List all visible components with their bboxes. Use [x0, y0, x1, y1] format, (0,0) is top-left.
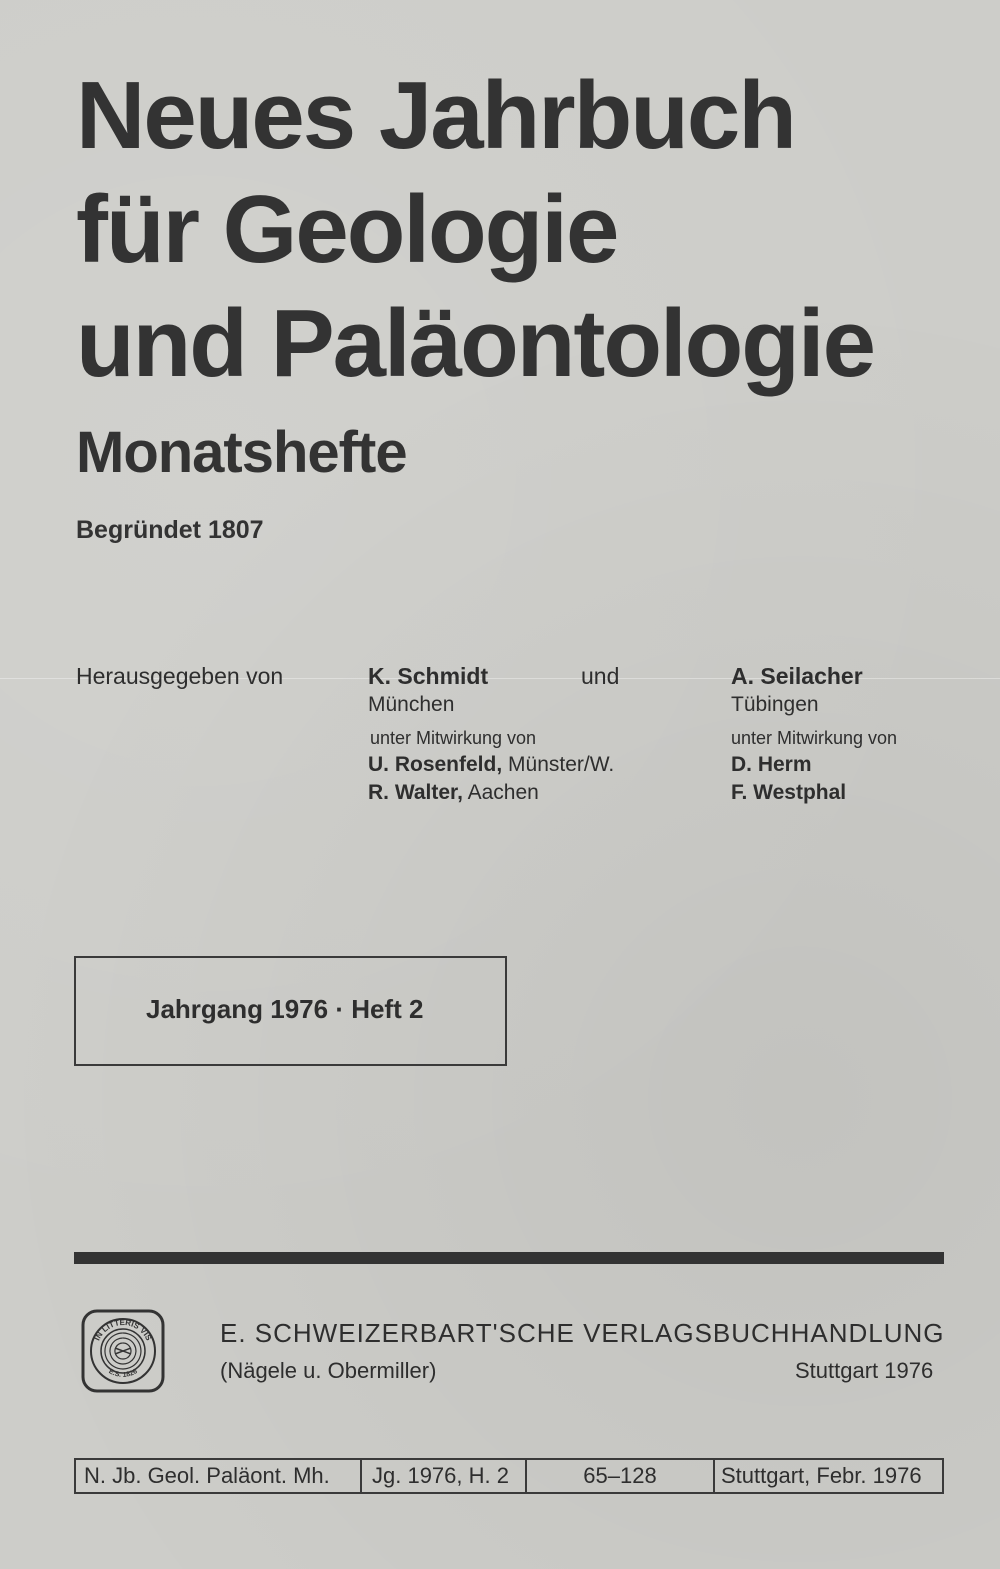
title-line-3: und Paläontologie: [76, 290, 874, 397]
title-line-2: für Geologie: [76, 176, 618, 283]
subtitle: Monatshefte: [76, 420, 407, 485]
volume-box: [74, 956, 507, 1066]
left-contributor-2: [368, 781, 539, 805]
left-contributor-1: [368, 753, 614, 777]
volume-label: Jahrgang 1976 · Heft 2: [146, 994, 424, 1024]
title-line-1: Neues Jahrbuch: [76, 62, 795, 169]
left-cooperation-label: unter Mitwirkung von: [370, 728, 537, 748]
publisher-owners: (Nägele u. Obermiller): [220, 1358, 437, 1383]
founded-note: Begründet 1807: [76, 516, 264, 544]
contributor-name: U. Rosenfeld,: [368, 753, 503, 776]
publisher-name: E. SCHWEIZERBART'SCHE VERLAGSBUCHHANDLUNG: [220, 1318, 945, 1348]
seal-text-top: IN LITTERIS VIS: [92, 1317, 154, 1343]
right-contributor-2: F. Westphal: [731, 781, 847, 804]
editor-left-name: K. Schmidt: [368, 663, 489, 689]
seal-text-bottom: E.S. 1826: [107, 1368, 139, 1379]
divider-rule: [74, 1252, 944, 1264]
editor-right-city: Tübingen: [731, 693, 819, 716]
citation-place-date: Stuttgart, Febr. 1976: [721, 1463, 922, 1488]
contributor-name: R. Walter,: [368, 781, 463, 804]
citation-issue: Jg. 1976, H. 2: [362, 1460, 527, 1492]
right-contributor-1: D. Herm: [731, 753, 812, 776]
editor-left-city: München: [368, 693, 455, 716]
contributor-place: Aachen: [467, 781, 539, 804]
editors-intro: Herausgegeben von: [76, 663, 284, 689]
editor-right-name: A. Seilacher: [731, 663, 863, 689]
publisher-seal-icon: [80, 1308, 166, 1394]
contributor-place: Münster/W.: [508, 753, 615, 776]
citation-journal: N. Jb. Geol. Paläont. Mh.: [76, 1460, 362, 1492]
citation-pages: 65–128: [527, 1460, 715, 1492]
editors-conjunction: und: [581, 663, 620, 689]
publisher-place-year: Stuttgart 1976: [795, 1358, 934, 1383]
citation-bar: [74, 1458, 944, 1494]
right-cooperation-label: unter Mitwirkung von: [731, 728, 898, 748]
